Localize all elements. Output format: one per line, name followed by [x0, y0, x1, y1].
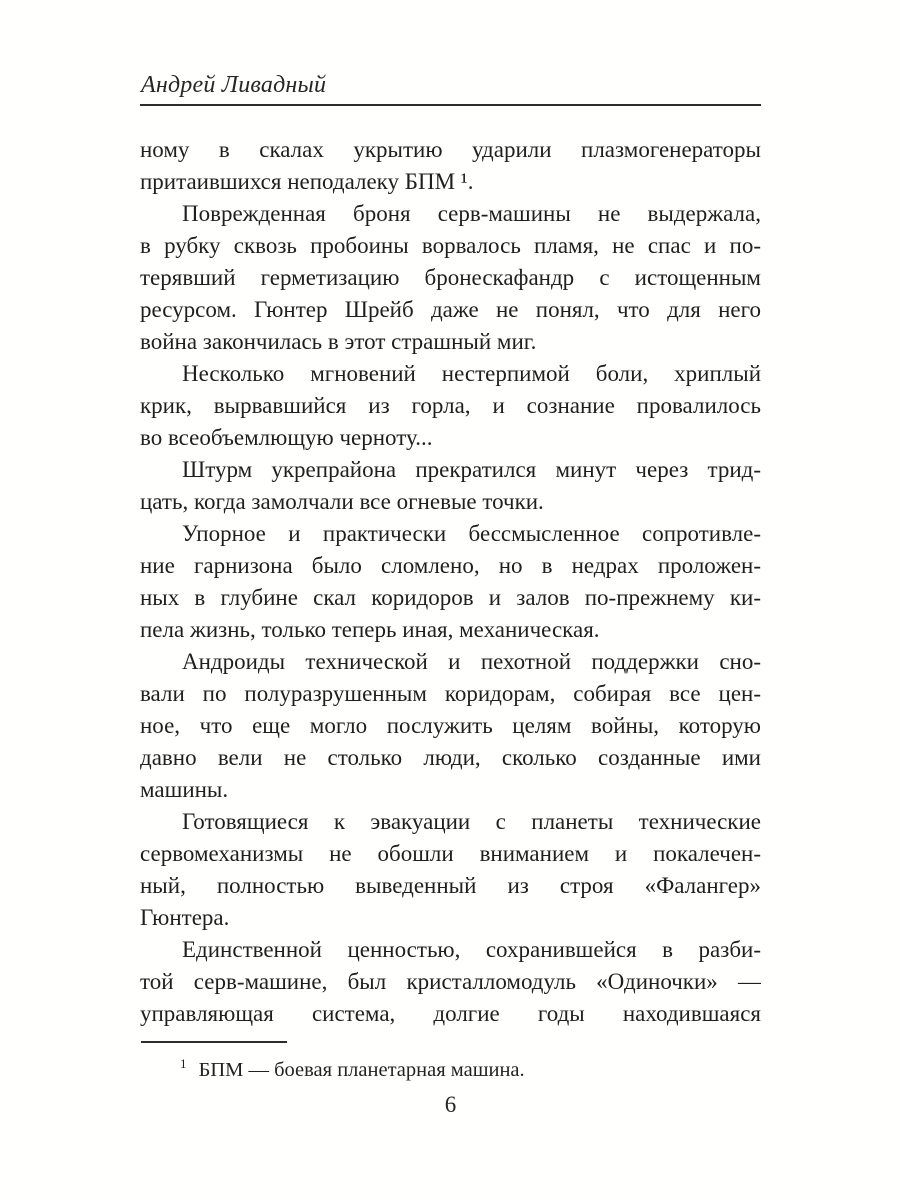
- text-line: Несколько мгновений нестерпимой боли, хриплый: [182, 361, 761, 386]
- text-line: ный, полностью выведенный из строя «Фалангер»: [140, 873, 761, 898]
- text-line: притаившихся неподалеку БПМ ¹.: [140, 169, 474, 194]
- text-line: ному в скалах укрытию ударили плазмогенераторы: [140, 137, 761, 162]
- text-line: Упорное и практически бессмысленное сопротивле-: [182, 521, 761, 546]
- paragraph: [140, 358, 761, 454]
- text-line: Готовящиеся к эвакуации с планеты технические: [182, 809, 761, 834]
- page-number: 6: [444, 1092, 457, 1117]
- paragraph: [140, 454, 761, 518]
- paragraph: [140, 806, 761, 934]
- text-line: той серв-машине, был кристалломодуль «Одиночки» —: [140, 969, 761, 994]
- paragraph: [140, 646, 761, 806]
- text-line: Андроиды технической и пехотной поддержки сно-: [182, 649, 761, 674]
- body-text: [140, 134, 761, 1030]
- header-rule: [140, 104, 761, 106]
- text-line: ресурсом. Гюнтер Шрейб даже не понял, что для него: [140, 297, 761, 322]
- text-line: Гюнтера.: [140, 905, 230, 930]
- text-line: пела жизнь, только теперь иная, механическая.: [140, 617, 600, 642]
- text-line: Штурм укрепрайона прекратился минут через трид-: [182, 457, 761, 482]
- text-line: давно вели не столько люди, сколько созданные ими: [140, 745, 761, 770]
- text-line: ное, что еще могло послужить целям войны, которую: [140, 713, 761, 738]
- paragraph: [140, 134, 761, 198]
- text-line: крик, вырвавшийся из горла, и сознание провалилось: [140, 393, 761, 418]
- text-line: ние гарнизона было сломлено, но в недрах проложен-: [140, 553, 761, 578]
- text-line: вали по полуразрушенным коридорам, собирая все цен-: [140, 681, 761, 706]
- text-line: Единственной ценностью, сохранившейся в разби-: [182, 937, 761, 962]
- footnote-text: БПМ — боевая планетарная машина.: [198, 1058, 525, 1081]
- text-line: Поврежденная броня серв-машины не выдержала,: [182, 201, 761, 226]
- paragraph: [140, 934, 761, 1030]
- text-line: терявший герметизацию бронескафандр с истощенным: [140, 265, 761, 290]
- text-line: цать, когда замолчали все огневые точки.: [140, 489, 544, 514]
- running-header-author: Андрей Ливадный: [141, 72, 327, 98]
- text-line: во всеобъемлющую черноту...: [140, 425, 433, 450]
- text-line: машины.: [140, 777, 229, 802]
- footnote-marker: 1: [180, 1056, 187, 1071]
- text-line: управляющая система, долгие годы находившаяся: [140, 1001, 761, 1026]
- text-line: война закончилась в этот страшный миг.: [140, 329, 537, 354]
- text-line: в рубку сквозь пробоины ворвалось пламя, не спас и по-: [140, 233, 761, 258]
- text-line: сервомеханизмы не обошли вниманием и покалечен-: [140, 841, 761, 866]
- footnote-rule: [141, 1041, 287, 1043]
- text-line: ных в глубине скал коридоров и залов по-прежнему ки-: [140, 585, 761, 610]
- paragraph: [140, 198, 761, 358]
- footnote: [140, 1050, 761, 1084]
- paragraph: [140, 518, 761, 646]
